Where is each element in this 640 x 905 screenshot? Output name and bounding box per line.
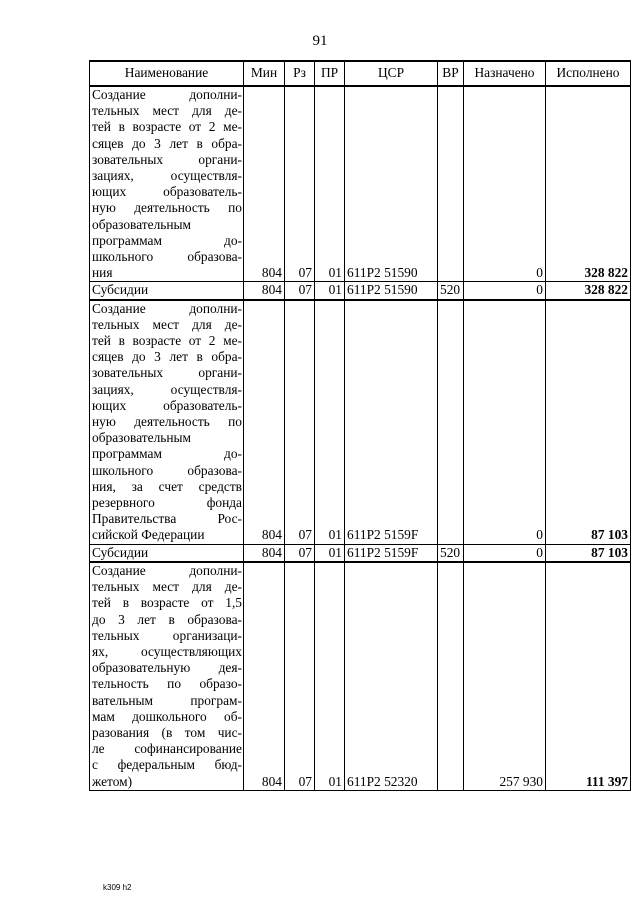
- cell-name-line: зациях, осуществля-: [92, 381, 242, 397]
- cell-name-line: вательным програм-: [92, 692, 242, 708]
- cell-pr: 01: [315, 282, 345, 300]
- cell-name-line: ях, осуществляющих: [92, 643, 242, 659]
- cell-assigned: 0: [464, 282, 546, 300]
- table-row: [90, 86, 631, 282]
- cell-rz: 07: [285, 544, 315, 562]
- cell-name-line: тей в возрасте от 2 ме-: [92, 119, 242, 135]
- cell-name-line: тельных мест для де-: [92, 316, 242, 332]
- cell-name-line: жетом): [92, 773, 133, 789]
- cell-name-line: тей в возрасте от 2 ме-: [92, 333, 242, 349]
- cell-vr: [438, 562, 464, 790]
- cell-name-line: ния: [92, 265, 113, 281]
- cell-name-line: образовательную дея-: [92, 660, 242, 676]
- cell-name-line: резервного фонда: [92, 495, 242, 511]
- cell-name-line: сяцев до 3 лет в обра-: [92, 135, 242, 151]
- cell-pr: 01: [315, 562, 345, 790]
- cell-min: 804: [244, 544, 285, 562]
- cell-csr: 611P2 5159F: [345, 300, 438, 545]
- cell-executed: 87 103: [546, 300, 631, 545]
- cell-name-line: программам до-: [92, 446, 242, 462]
- cell-name-line: ющих образователь-: [92, 397, 242, 413]
- cell-name-line: образовательным: [92, 430, 192, 446]
- cell-name: [90, 86, 244, 282]
- cell-csr: 611P2 5159F: [345, 544, 438, 562]
- cell-name-line: зовательных органи-: [92, 151, 242, 167]
- cell-min: 804: [244, 300, 285, 545]
- cell-name-line: сийской Федерации: [92, 527, 205, 543]
- cell-name-line: тельных мест для де-: [92, 103, 242, 119]
- cell-name-line: зациях, осуществля-: [92, 168, 242, 184]
- cell-rz: 07: [285, 282, 315, 300]
- cell-name-line: Создание дополни-: [92, 562, 242, 578]
- cell-name-line: школьного образова-: [92, 462, 242, 478]
- table-row-subsidy: [90, 544, 631, 562]
- cell-rz: 07: [285, 300, 315, 545]
- header-rz: Рз: [285, 61, 315, 86]
- cell-name-line: образовательным: [92, 216, 192, 232]
- cell-name: [90, 282, 244, 300]
- cell-name-line: сяцев до 3 лет в обра-: [92, 349, 242, 365]
- cell-rz: 07: [285, 562, 315, 790]
- header-csr: ЦСР: [345, 61, 438, 86]
- cell-name-line: Субсидии: [92, 544, 149, 560]
- table-row-subsidy: [90, 282, 631, 300]
- cell-name-line: мам дошкольного об-: [92, 708, 242, 724]
- cell-rz: 07: [285, 86, 315, 282]
- header-pr: ПР: [315, 61, 345, 86]
- cell-assigned: 0: [464, 300, 546, 545]
- cell-name-line: тельность по образо-: [92, 676, 242, 692]
- cell-name-line: школьного образова-: [92, 249, 242, 265]
- cell-name: [90, 544, 244, 562]
- cell-name-line: с федеральным бюд-: [92, 757, 242, 773]
- header-name: Наименование: [90, 61, 244, 86]
- footer-code: k309 h2: [103, 883, 132, 892]
- cell-assigned: 0: [464, 544, 546, 562]
- cell-name-line: тей в возрасте от 1,5: [92, 595, 242, 611]
- cell-name: [90, 562, 244, 790]
- table-body: [90, 86, 631, 790]
- budget-table: [89, 60, 631, 791]
- cell-name-line: программам до-: [92, 232, 242, 248]
- cell-name-line: Субсидии: [92, 282, 149, 298]
- cell-name-line: тельных мест для де-: [92, 579, 242, 595]
- cell-min: 804: [244, 562, 285, 790]
- cell-assigned: 0: [464, 86, 546, 282]
- cell-assigned: 257 930: [464, 562, 546, 790]
- header-vr: ВР: [438, 61, 464, 86]
- header-assigned: Назначено: [464, 61, 546, 86]
- cell-name-line: Правительства Рос-: [92, 511, 242, 527]
- cell-executed: 87 103: [546, 544, 631, 562]
- cell-pr: 01: [315, 300, 345, 545]
- cell-pr: 01: [315, 544, 345, 562]
- cell-name-line: до 3 лет в образова-: [92, 611, 242, 627]
- cell-min: 804: [244, 86, 285, 282]
- cell-name: [90, 300, 244, 545]
- cell-name-line: ле софинансирование: [92, 741, 242, 757]
- cell-csr: 611P2 52320: [345, 562, 438, 790]
- table-header-row: [90, 61, 631, 86]
- cell-name-line: ющих образователь-: [92, 184, 242, 200]
- cell-name-line: тельных организаци-: [92, 627, 242, 643]
- cell-name-line: Создание дополни-: [92, 87, 242, 102]
- cell-name-line: ную деятельность по: [92, 200, 242, 216]
- cell-csr: 611P2 51590: [345, 86, 438, 282]
- cell-executed: 328 822: [546, 282, 631, 300]
- cell-name-line: зовательных органи-: [92, 365, 242, 381]
- table-row: [90, 562, 631, 790]
- cell-name-line: ную деятельность по: [92, 414, 242, 430]
- cell-min: 804: [244, 282, 285, 300]
- cell-vr: 520: [438, 544, 464, 562]
- cell-name-line: Создание дополни-: [92, 300, 242, 316]
- cell-pr: 01: [315, 86, 345, 282]
- page-number: 91: [312, 33, 328, 49]
- cell-name-line: разования (в том чис-: [92, 724, 242, 740]
- cell-csr: 611P2 51590: [345, 282, 438, 300]
- cell-vr: [438, 300, 464, 545]
- header-min: Мин: [244, 61, 285, 86]
- cell-name-line: ния, за счет средств: [92, 478, 242, 494]
- cell-vr: [438, 86, 464, 282]
- cell-vr: 520: [438, 282, 464, 300]
- cell-executed: 111 397: [546, 562, 631, 790]
- table-row: [90, 300, 631, 545]
- cell-executed: 328 822: [546, 86, 631, 282]
- header-executed: Исполнено: [546, 61, 631, 86]
